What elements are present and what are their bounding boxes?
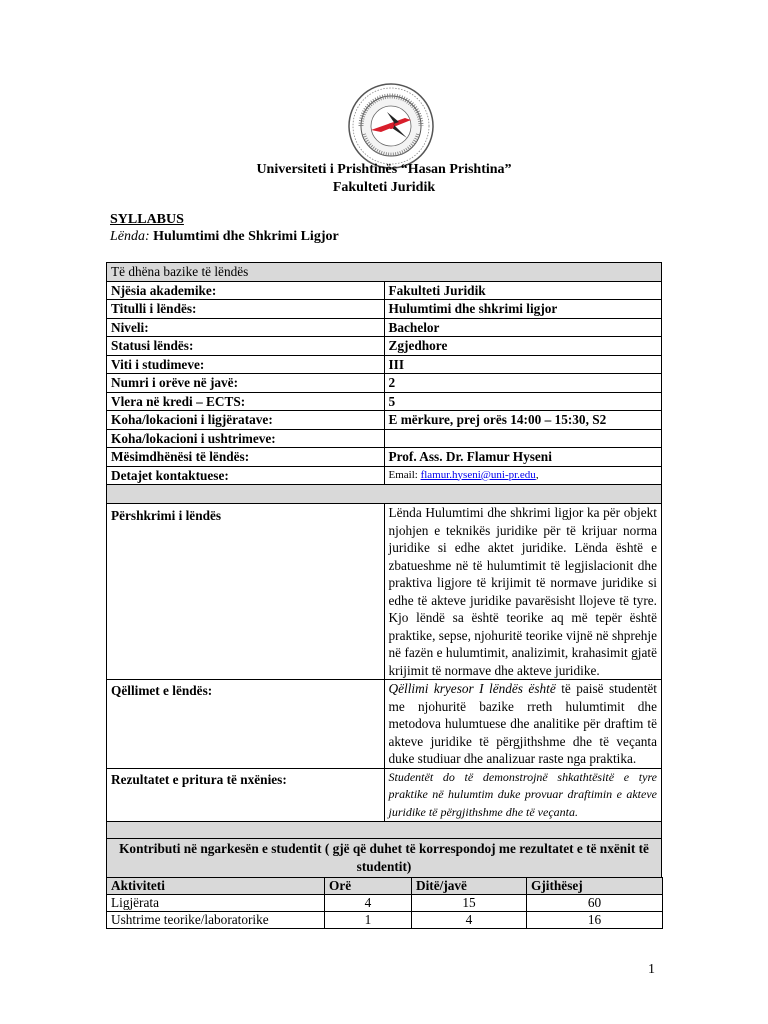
table-header-row	[107, 878, 663, 895]
table-row	[107, 300, 662, 319]
description-row	[107, 504, 662, 680]
table-row	[107, 355, 662, 374]
column-header: Ditë/javë	[412, 878, 527, 895]
faculty-name: Fakulteti Juridik	[332, 180, 436, 195]
description-label: Përshkrimi i lëndës	[107, 504, 385, 680]
course-line	[110, 229, 339, 245]
outcomes-row	[107, 768, 662, 822]
row-value: Fakulteti Juridik	[384, 281, 662, 300]
goals-text	[384, 680, 662, 769]
university-name: Universiteti i Prishtinës “Hasan Prishtina”	[256, 162, 512, 177]
activity-cell: Ushtrime teorike/laboratorike	[107, 912, 325, 929]
row-label: Numri i orëve në javë:	[107, 374, 385, 393]
description-text: Lënda Hulumtimi dhe shkrimi ligjor ka për objekt njohjen e teknikës juridike për të krijuar norma juridike si edhe aktet juridike. Lënda është e zbatueshme në të hulumtimit të legjislacionit dhe praktiva ligjore të krijimit të normave juridike si edhe të akteve juridike pavarësisht llojeve të tyre. Kjo lëndë sa është teorike aq më tepër është praktike, sepse, njohuritë teorike vijnë në shprehje në fazën e hulumtimit, analizimit, krahasimit gjatë krijimit të normave dhe akteve juridike.	[384, 504, 662, 680]
table-row	[107, 318, 662, 337]
table-row	[107, 392, 662, 411]
email-suffix: ,	[535, 468, 539, 481]
row-value: 5	[384, 392, 662, 411]
table-row	[107, 912, 663, 929]
days-cell: 4	[412, 912, 527, 929]
course-basic-info-table	[106, 262, 662, 878]
table-row	[107, 448, 662, 467]
email-label: Email:	[388, 468, 418, 481]
column-header: Gjithësej	[527, 878, 663, 895]
outcomes-text: Studentët do të demonstrojnë shkathtësitë e tyre praktike në hulumtim duke provuar draftimin e akteve juridike të përgjithshme dhe të veçanta.	[384, 768, 662, 822]
row-label: Koha/lokacioni i ushtrimeve:	[107, 429, 385, 448]
row-value	[384, 429, 662, 448]
row-label: Niveli:	[107, 318, 385, 337]
contact-label: Detajet kontaktuese:	[107, 466, 385, 485]
row-value: III	[384, 355, 662, 374]
email-link[interactable]: flamur.hyseni@uni-pr.edu	[420, 468, 536, 481]
spacer-row	[107, 822, 662, 839]
syllabus-heading: SYLLABUS	[110, 212, 184, 227]
column-header: Orë	[325, 878, 412, 895]
contact-value	[384, 466, 662, 485]
table-row	[107, 466, 662, 485]
goals-text-italic: Qëllimi kryesor I lëndës është	[388, 681, 556, 696]
row-label: Viti i studimeve:	[107, 355, 385, 374]
row-value: Prof. Ass. Dr. Flamur Hyseni	[384, 448, 662, 467]
table-row	[107, 374, 662, 393]
table-row	[107, 281, 662, 300]
hours-cell: 4	[325, 895, 412, 912]
column-header: Aktiviteti	[107, 878, 325, 895]
activities-table	[106, 877, 663, 929]
hours-cell: 1	[325, 912, 412, 929]
university-seal-logo	[347, 82, 435, 170]
total-cell: 16	[527, 912, 663, 929]
goals-row	[107, 680, 662, 769]
spacer-row	[107, 485, 662, 504]
row-label: Njësia akademike:	[107, 281, 385, 300]
course-name: Hulumtimi dhe Shkrimi Ligjor	[153, 229, 339, 244]
table-row	[107, 895, 663, 912]
contribution-title: Kontributi në ngarkesën e studentit ( gjë që duhet të korrespondoj me rezultatet e të nxënit të studentit)	[107, 839, 662, 878]
row-value: 2	[384, 374, 662, 393]
row-label: Titulli i lëndës:	[107, 300, 385, 319]
row-label: Statusi lëndës:	[107, 337, 385, 356]
goals-text-rest: të paisë studentët me njohuritë bazike rreth hulumtimit dhe metodova hulumtuese dhe analitike për draftim të akteve juridike të përgjithshme dhe të veçanta duke studiuar dhe analizuar raste nga praktika.	[388, 681, 657, 766]
row-value: E mërkure, prej orës 14:00 – 15:30, S2	[384, 411, 662, 430]
table-row	[107, 429, 662, 448]
table-row	[107, 411, 662, 430]
row-label: Koha/lokacioni i ligjëratave:	[107, 411, 385, 430]
goals-label: Qëllimet e lëndës:	[107, 680, 385, 769]
page-number: 1	[648, 962, 655, 977]
row-label: Mësimdhënësi të lëndës:	[107, 448, 385, 467]
row-value: Bachelor	[384, 318, 662, 337]
days-cell: 15	[412, 895, 527, 912]
row-value: Zgjedhore	[384, 337, 662, 356]
outcomes-label: Rezultatet e pritura të nxënies:	[107, 768, 385, 822]
row-label: Vlera në kredi – ECTS:	[107, 392, 385, 411]
row-value: Hulumtimi dhe shkrimi ligjor	[384, 300, 662, 319]
basic-info-section-title: Të dhëna bazike të lëndës	[107, 263, 662, 282]
activity-cell: Ligjërata	[107, 895, 325, 912]
course-label: Lënda:	[110, 229, 150, 244]
table-row	[107, 337, 662, 356]
total-cell: 60	[527, 895, 663, 912]
